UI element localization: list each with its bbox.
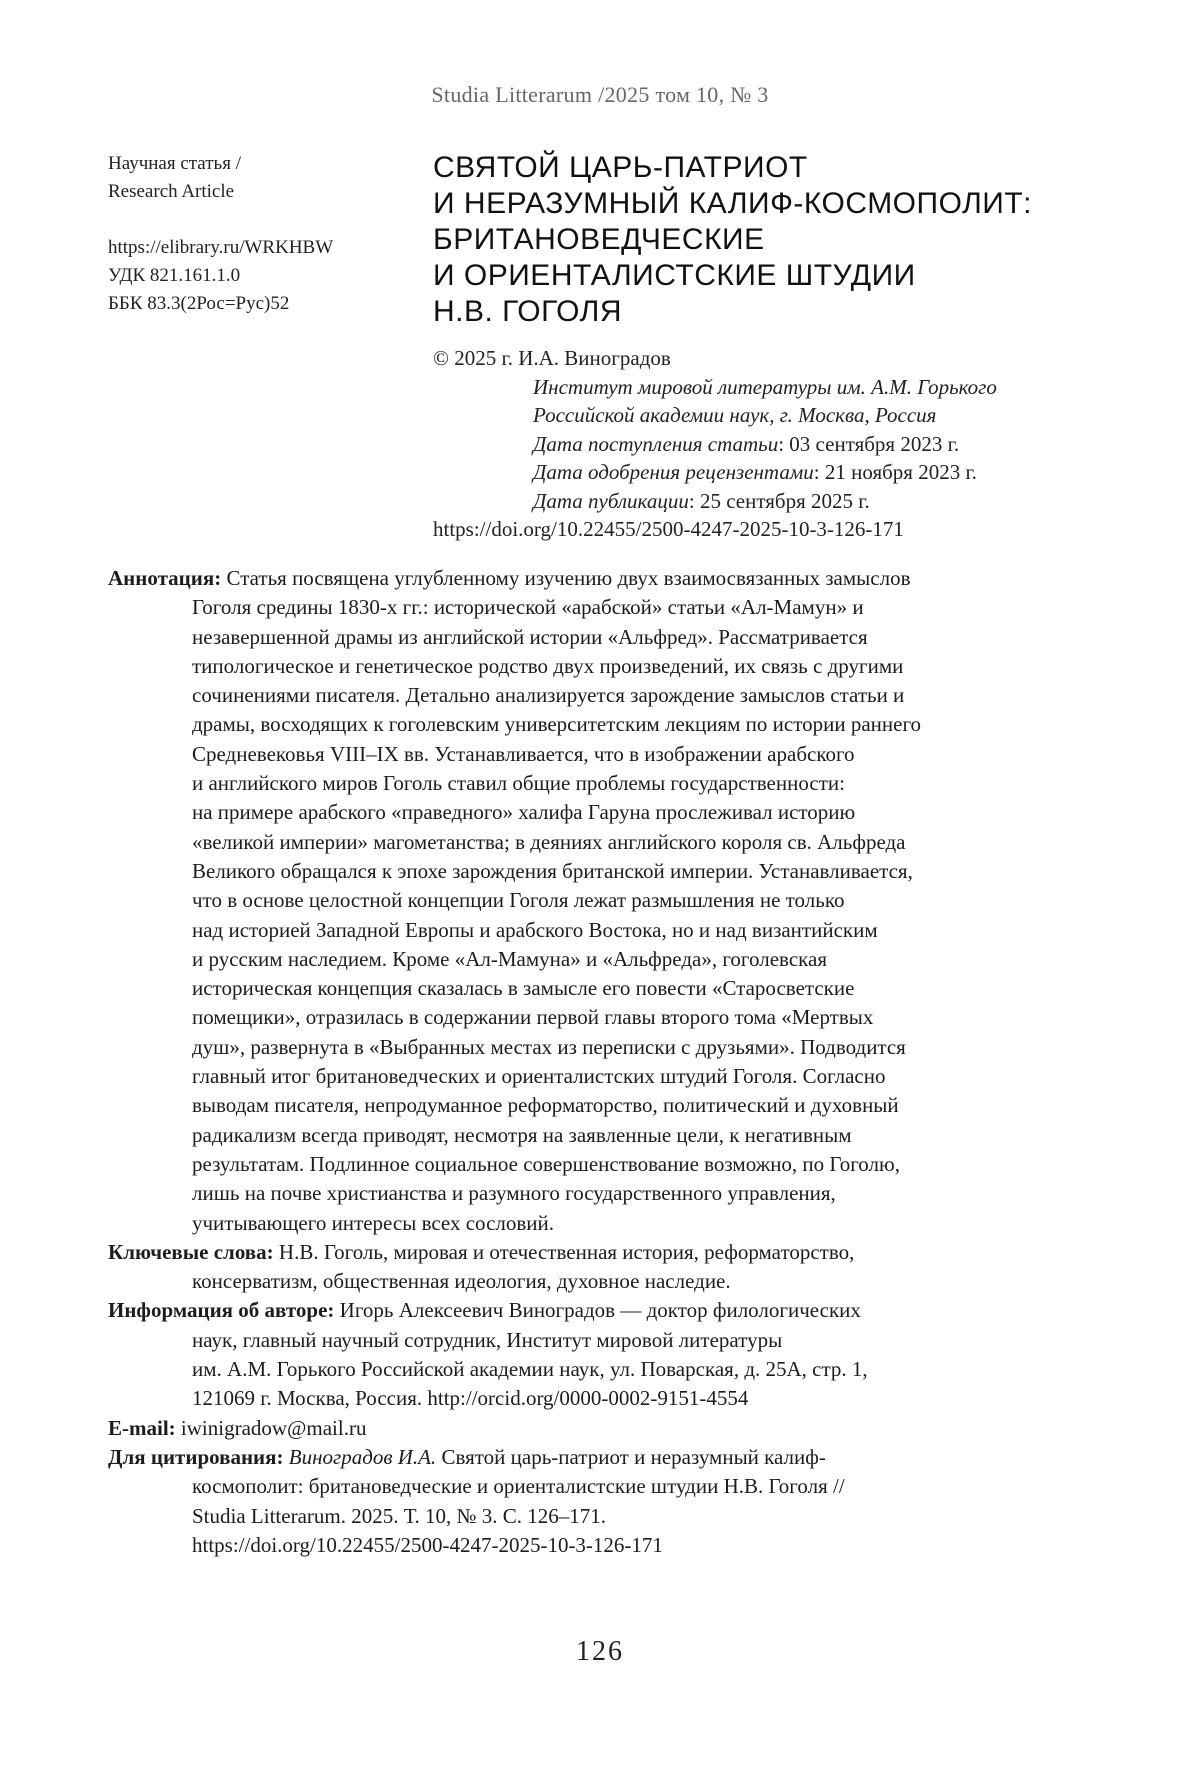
udk-code: УДК 821.161.1.0	[108, 265, 241, 286]
article-metadata	[108, 150, 398, 318]
abstract-line: типологическое и генетическое родство двух произведений, их связь с другими	[192, 653, 904, 678]
abstract-line: и русским наследием. Кроме «Ал-Мамуна» и «Альфреда», гоголевская	[192, 946, 828, 971]
keywords-line: консерватизм, общественная идеология, духовное наследие.	[192, 1269, 731, 1294]
abstract-line: душ», развернута в «Выбранных местах из переписки с друзьями». Подводится	[192, 1034, 906, 1059]
email-address[interactable]: iwinigradow@mail.ru	[175, 1415, 367, 1440]
keywords-label: Ключевые слова:	[108, 1239, 274, 1264]
abstract-line: Средневековья VIII–IX вв. Устанавливается, что в изображении арабского	[192, 741, 855, 766]
abstract-line: выводам писателя, непродуманное реформаторство, политический и духовный	[192, 1093, 899, 1118]
abstract-line: Великого обращался к эпохе зарождения британской империи. Устанавливается,	[192, 858, 913, 883]
abstract-line: историческая концепция сказалась в замысле его повести «Старосветские	[192, 976, 855, 1001]
author-info-line: им. А.М. Горького Российской академии наук, ул. Поварская, д. 25А, стр. 1,	[192, 1357, 868, 1382]
citation-line: космополит: британоведческие и ориенталистские штудии Н.В. Гоголя //	[192, 1474, 845, 1499]
author-copyright: © 2025 г. И.А. Виноградов	[433, 346, 671, 370]
email	[108, 1414, 1068, 1443]
author-info	[108, 1296, 1068, 1413]
published-date: : 25 сентября 2025 г.	[688, 488, 870, 513]
keywords	[108, 1238, 1068, 1297]
title-line: И ОРИЕНТАЛИСТСКИЕ ШТУДИИ	[433, 259, 916, 292]
abstract-line: драмы, восходящих к гоголевским университетским лекциям по истории раннего	[192, 712, 922, 737]
abstract-line: незавершенной драмы из английской истории «Альфред». Рассматривается	[192, 624, 868, 649]
abstract-line: Гоголя средины 1830-х гг.: исторической «арабской» статьи «Ал-Мамун» и	[192, 595, 864, 620]
published-label: Дата публикации	[533, 488, 689, 513]
abstract-label: Аннотация:	[108, 566, 222, 590]
abstract-line: «великой империи» магометанства; в деяниях английского короля св. Альфреда	[192, 829, 906, 854]
author-info-line[interactable]: 121069 г. Москва, Россия. http://orcid.org/0000-0002-9151-4554	[192, 1386, 749, 1411]
author-info-first-line: Игорь Алексеевич Виноградов — доктор филологических	[334, 1298, 861, 1323]
citation-first-line: Святой царь-патриот и неразумный калиф-	[436, 1444, 826, 1469]
abstract-line: сочинениями писателя. Детально анализируется зарождение замыслов статьи и	[192, 683, 905, 708]
abstract-line: результатам. Подлинное социальное совершенствование возможно, по Гоголю,	[192, 1151, 900, 1176]
abstract-line: главный итог британоведческих и ориенталистских штудий Гоголя. Согласно	[192, 1064, 886, 1089]
abstract	[108, 564, 1068, 1238]
abstract-line: лишь на почве христианства и разумного государственного управления,	[192, 1181, 836, 1206]
article-title	[433, 150, 1133, 330]
page-number: 126	[576, 1636, 624, 1667]
title-line: СВЯТОЙ ЦАРЬ-ПАТРИОТ	[433, 151, 808, 184]
citation-doi-link[interactable]: https://doi.org/10.22455/2500-4247-2025-10-3-126-171	[192, 1532, 663, 1557]
author-info-label: Информация об авторе:	[108, 1298, 335, 1323]
bbk-code: ББК 83.3(2Рос=Рус)52	[108, 293, 290, 314]
affiliation-line: Институт мировой литературы им. А.М. Горького	[533, 374, 997, 399]
running-head: Studia Litterarum /2025 том 10, № 3	[431, 82, 769, 107]
citation-line: Studia Litterarum. 2025. Т. 10, № 3. С. 126–171.	[192, 1503, 606, 1528]
abstract-first-line: Статья посвящена углубленному изучению двух взаимосвязанных замыслов	[221, 566, 911, 590]
email-label: E-mail:	[108, 1415, 176, 1440]
approved-date: : 21 ноября 2023 г.	[813, 460, 977, 484]
abstract-line: на примере арабского «праведного» халифа Гаруна прослеживал историю	[192, 800, 856, 825]
abstract-line: радикализм всегда приводят, несмотря на заявленные цели, к негативным	[192, 1122, 852, 1147]
article-type-ru: Научная статья /	[108, 153, 241, 174]
abstract-line: учитывающего интересы всех сословий.	[192, 1210, 555, 1235]
abstract-line: помещики», отразилась в содержании первой главы второго тома «Мертвых	[192, 1005, 874, 1030]
abstract-line: что в основе целостной концепции Гоголя лежат размышления не только	[192, 888, 845, 913]
title-line: И НЕРАЗУМНЫЙ КАЛИФ-КОСМОПОЛИТ:	[433, 187, 1032, 220]
title-line: БРИТАНОВЕДЧЕСКИЕ	[433, 223, 765, 256]
received-date: : 03 сентября 2023 г.	[778, 431, 960, 456]
author-info-line: наук, главный научный сотрудник, Институт мировой литературы	[192, 1327, 783, 1352]
byline	[433, 344, 1133, 544]
received-label: Дата поступления статьи	[533, 431, 779, 456]
abstract-line: над историей Западной Европы и арабского Востока, но и над византийским	[192, 917, 878, 942]
article-type-en: Research Article	[108, 181, 235, 202]
citation-author: Виноградов И.А.	[288, 1444, 437, 1469]
article-front-matter	[108, 564, 1068, 1560]
title-line: Н.В. ГОГОЛЯ	[433, 295, 622, 328]
affiliation-line: Российской академии наук, г. Москва, Россия	[533, 403, 937, 427]
approved-label: Дата одобрения рецензентами	[533, 460, 814, 484]
keywords-first-line: Н.В. Гоголь, мировая и отечественная история, реформаторство,	[273, 1239, 855, 1264]
citation-label: Для цитирования:	[108, 1444, 284, 1469]
abstract-line: и английского миров Гоголь ставил общие проблемы государственности:	[192, 771, 845, 796]
elibrary-link[interactable]: https://elibrary.ru/WRKHBW	[108, 237, 334, 258]
citation	[108, 1443, 1068, 1560]
doi-link[interactable]: https://doi.org/10.22455/2500-4247-2025-10-3-126-171	[433, 517, 904, 541]
